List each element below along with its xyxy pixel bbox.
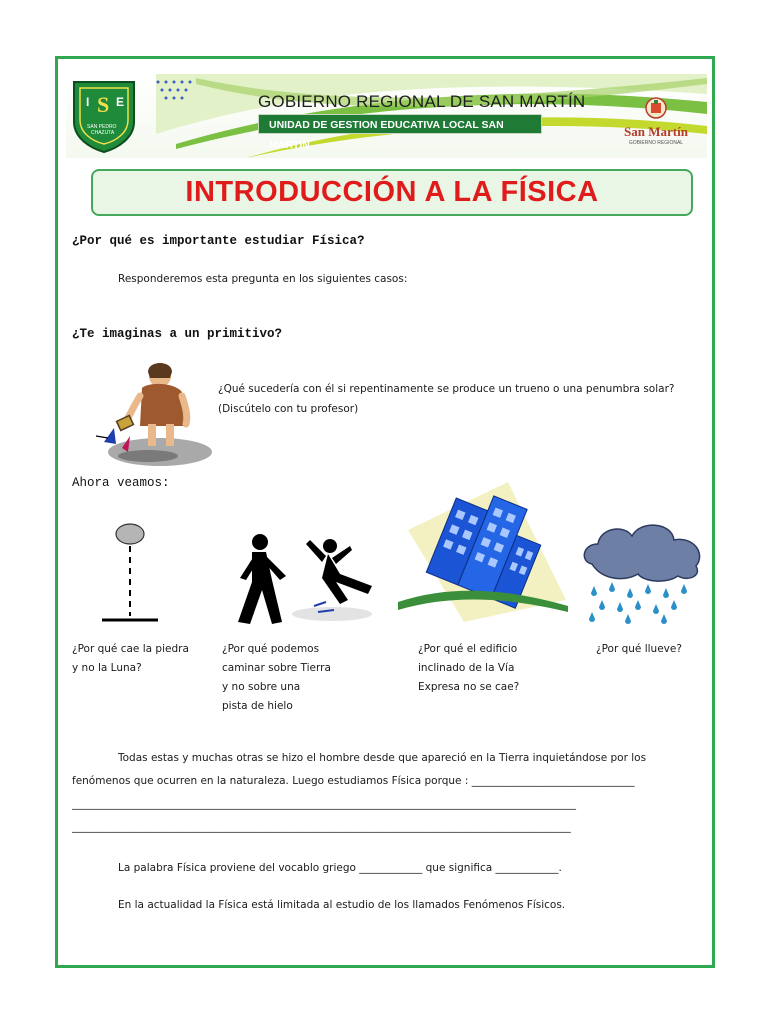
- question-primitive: ¿Te imaginas a un primitivo?: [72, 327, 283, 341]
- question-importance: ¿Por qué es importante estudiar Física?: [72, 234, 365, 248]
- government-title: GOBIERNO REGIONAL DE SAN MARTÍN: [258, 92, 586, 111]
- physical-phenomena-sentence: En la actualidad la Física está limitada al estudio de los llamados Fenómenos Físicos.: [118, 899, 566, 911]
- caption-line: Expresa no se cae?: [418, 681, 520, 693]
- school-shield-logo: [70, 78, 138, 154]
- caption-rain: [596, 640, 682, 659]
- regional-logo: [620, 96, 692, 146]
- caveman-illustration: [86, 356, 214, 468]
- svg-text:S: S: [97, 92, 110, 117]
- discuss-note: (Discútelo con tu profesor): [218, 403, 359, 415]
- region-subtitle: GOBIERNO REGIONAL: [628, 140, 684, 146]
- greek-origin-sentence: La palabra Física proviene del vocablo griego ____________ que significa ____________.: [118, 862, 562, 874]
- regional-emblem-icon: [643, 96, 669, 120]
- intro-text: Responderemos esta pregunta en los siguientes casos:: [118, 273, 408, 285]
- walking-and-slipping-figures: [222, 530, 402, 630]
- caption-line: ¿Por qué podemos: [222, 643, 320, 655]
- caption-walking: [222, 640, 331, 716]
- paragraph-line-2: fenómenos que ocurren en la naturaleza. Luego estudiamos Física porque : _______________________________: [72, 775, 635, 787]
- primitive-question: ¿Qué sucedería con él si repentinamente se produce un trueno o una penumbra solar?: [218, 383, 675, 395]
- leaning-building-illustration: [398, 482, 568, 622]
- title-box: [91, 169, 693, 216]
- paragraph-line-1: Todas estas y muchas otras se hizo el hombre desde que apareció en la Tierra inquietándose por los: [118, 752, 647, 764]
- caption-line: y no sobre una: [222, 681, 301, 693]
- caption-line: ¿Por qué llueve?: [596, 643, 682, 655]
- svg-text:E: E: [116, 95, 125, 109]
- falling-stone-illustration: [98, 518, 162, 628]
- caption-line: caminar sobre Tierra: [222, 662, 331, 674]
- ugel-label: UNIDAD DE GESTION EDUCATIVA LOCAL SAN MARTIN: [258, 114, 542, 134]
- caption-line: ¿Por qué cae la piedra: [72, 643, 189, 655]
- caption-line: inclinado de la Vía: [418, 662, 515, 674]
- answer-blank-line-1: ________________________________________________________________________________________________: [72, 798, 576, 810]
- svg-text:CHAZUTA: CHAZUTA: [91, 130, 115, 136]
- answer-blank-line-2: _______________________________________________________________________________________________: [72, 821, 571, 833]
- svg-text:I: I: [86, 95, 90, 109]
- region-name: San Martín: [624, 124, 688, 139]
- caption-stone: [72, 640, 189, 678]
- caption-line: y no la Luna?: [72, 662, 142, 674]
- caption-line: pista de hielo: [222, 700, 293, 712]
- section-heading-now: Ahora veamos:: [72, 476, 170, 490]
- rain-cloud-illustration: [578, 516, 710, 624]
- caption-building: [418, 640, 519, 697]
- svg-text:SAN PEDRO: SAN PEDRO: [87, 124, 117, 130]
- page-title: INTRODUCCIÓN A LA FÍSICA: [185, 176, 599, 208]
- caption-line: ¿Por qué el edificio: [418, 643, 518, 655]
